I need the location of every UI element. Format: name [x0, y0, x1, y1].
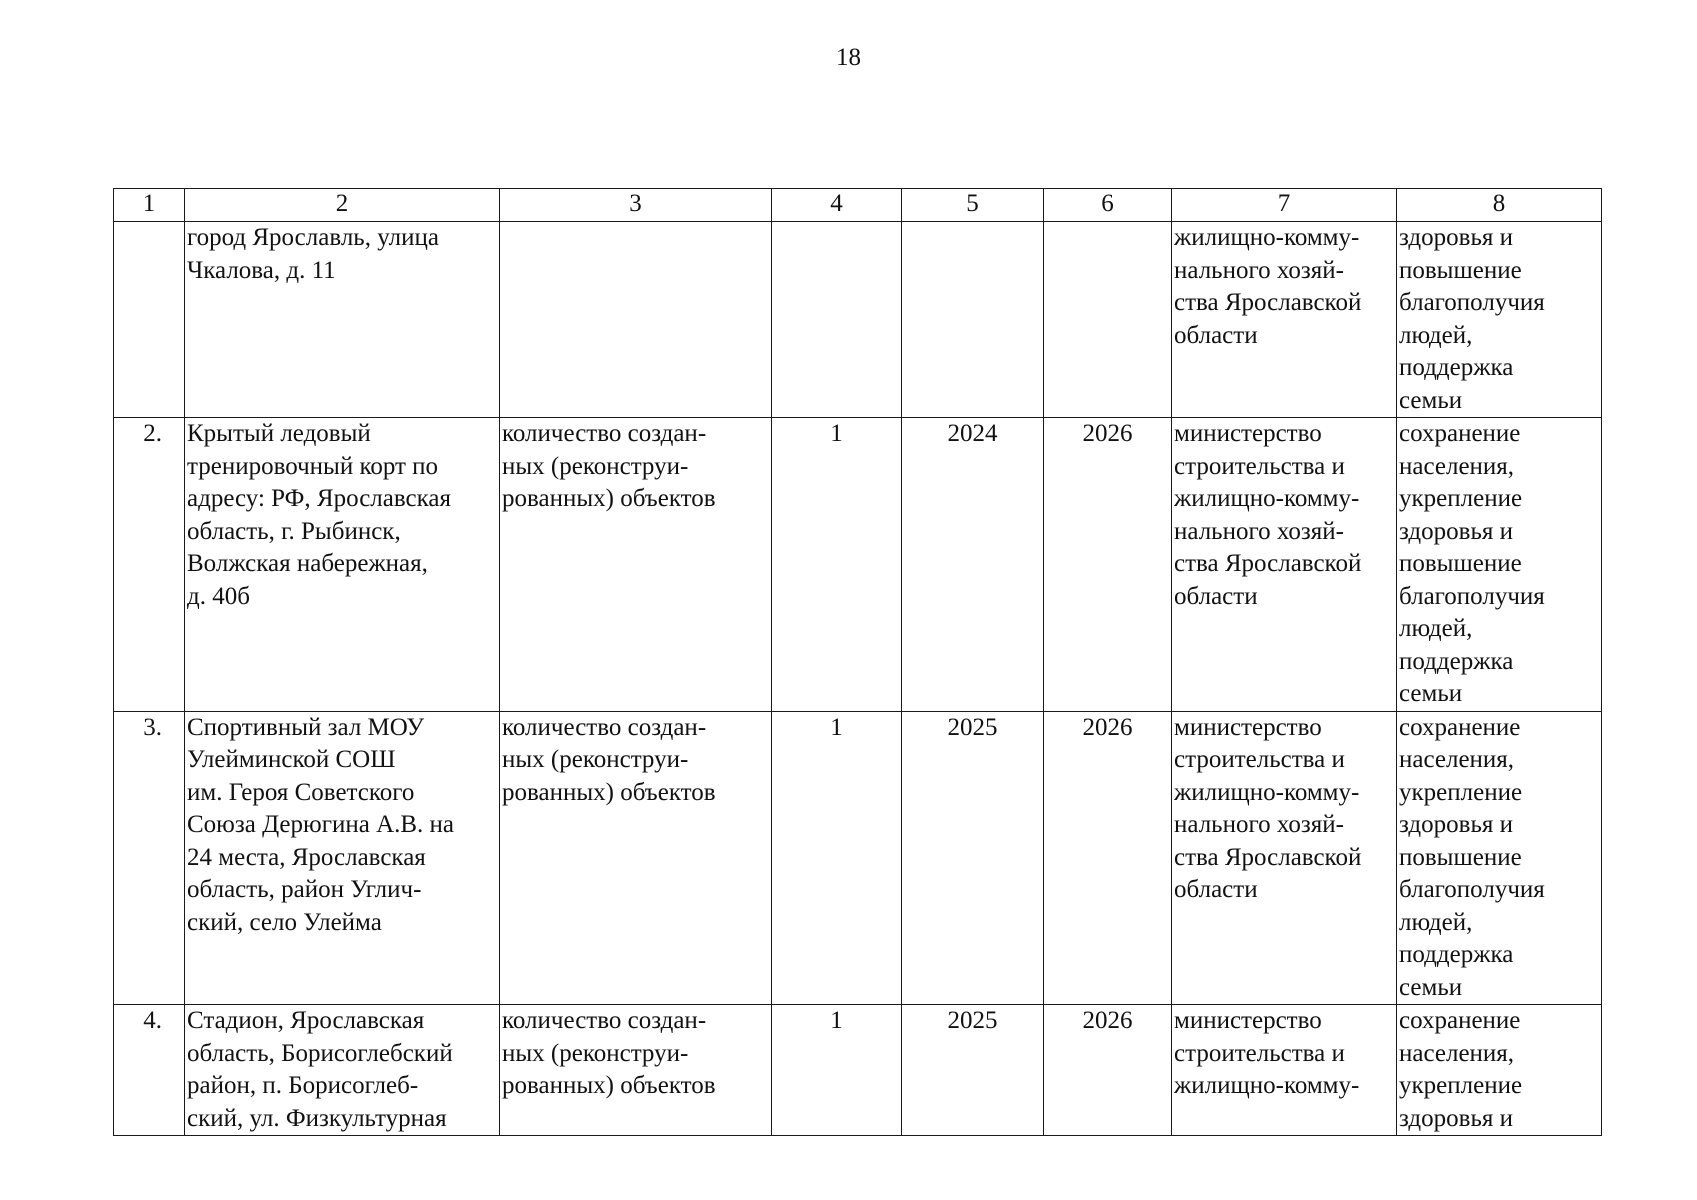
cell-line: ский, село Улейма — [187, 908, 382, 936]
row-number-cell: 4. — [114, 1005, 185, 1136]
cell-line: количество создан- — [502, 420, 707, 447]
cell-line: населения, — [1399, 746, 1515, 773]
cell-line: министерство — [1174, 1007, 1322, 1034]
cell-line: им. Героя Советского — [187, 778, 415, 806]
cell-line: министерство — [1174, 420, 1322, 447]
row-number-cell: 3. — [114, 711, 185, 1005]
cell-line: людей, — [1399, 908, 1473, 936]
indicator-cell — [500, 222, 772, 418]
cell-line: тренировочный корт по — [187, 452, 439, 480]
cell-line: Чкалова, д. 11 — [187, 256, 336, 284]
end-year-cell: 2026 — [1044, 418, 1172, 712]
cell-line: город Ярославль, улица — [187, 224, 439, 251]
cell-line: д. 40б — [187, 582, 250, 610]
cell-line: сохранение — [1399, 420, 1521, 447]
cell-line: благополучия — [1399, 289, 1545, 316]
cell-line: рованных) объектов — [502, 485, 716, 512]
row-number-cell: 2. — [114, 418, 185, 712]
column-header: 2 — [185, 189, 500, 222]
cell-line: Волжская набережная, — [187, 550, 428, 577]
row-number-cell — [114, 222, 185, 418]
cell-line: населения, — [1399, 452, 1515, 480]
start-year-cell: 2025 — [902, 711, 1044, 1005]
indicator-cell — [500, 711, 772, 1005]
cell-line: количество создан- — [502, 1007, 707, 1034]
cell-line: Спортивный зал МОУ — [187, 713, 425, 741]
cell-line: укрепление — [1399, 1072, 1523, 1099]
cell-line: укрепление — [1399, 778, 1523, 806]
executor-cell — [1172, 418, 1397, 712]
table-header-row — [114, 189, 1602, 222]
indicator-cell — [500, 418, 772, 712]
cell-line: ных (реконструи- — [502, 452, 689, 480]
cell-line: здоровья и — [1399, 811, 1513, 838]
cell-line: строительства и — [1174, 452, 1345, 480]
cell-line: ства Ярославской — [1174, 289, 1362, 316]
cell-line: поддержка — [1399, 647, 1514, 675]
page-number: 18 — [836, 44, 861, 71]
cell-line: рованных) объектов — [502, 1072, 716, 1099]
cell-line: повышение — [1399, 550, 1522, 577]
cell-line: здоровья и — [1399, 1104, 1513, 1132]
goal-cell — [1397, 222, 1602, 418]
indicator-cell — [500, 1005, 772, 1136]
start-year-cell: 2025 — [902, 1005, 1044, 1136]
table-row — [114, 1005, 1602, 1136]
cell-line: Крытый ледовый — [187, 420, 371, 447]
end-year-cell: 2026 — [1044, 1005, 1172, 1136]
cell-line: министерство — [1174, 713, 1322, 741]
cell-line: ных (реконструи- — [502, 1039, 689, 1067]
cell-line: Стадион, Ярославская — [187, 1007, 425, 1034]
end-year-cell — [1044, 222, 1172, 418]
cell-line: жилищно-комму- — [1174, 224, 1360, 251]
cell-line: нального хозяй- — [1174, 811, 1344, 838]
goal-cell — [1397, 1005, 1602, 1136]
table-row — [114, 222, 1602, 418]
cell-line: ский, ул. Физкультурная — [187, 1104, 447, 1132]
value-cell: 1 — [772, 711, 902, 1005]
data-table — [113, 188, 1602, 1136]
column-header: 4 — [772, 189, 902, 222]
cell-line: количество создан- — [502, 713, 707, 741]
value-cell: 1 — [772, 418, 902, 712]
cell-line: Союза Дерюгина А.В. на — [187, 811, 455, 838]
cell-line: строительства и — [1174, 1039, 1345, 1067]
cell-line: нального хозяй- — [1174, 256, 1344, 284]
cell-line: Улейминской СОШ — [187, 746, 396, 773]
cell-line: благополучия — [1399, 876, 1545, 903]
executor-cell — [1172, 1005, 1397, 1136]
value-cell: 1 — [772, 1005, 902, 1136]
cell-line: область, г. Рыбинск, — [187, 517, 401, 545]
table-row — [114, 418, 1602, 712]
cell-line: повышение — [1399, 256, 1522, 284]
column-header: 1 — [114, 189, 185, 222]
cell-line: район, п. Борисоглеб- — [187, 1072, 419, 1099]
cell-line: строительства и — [1174, 746, 1345, 773]
cell-line: ства Ярославской — [1174, 550, 1362, 577]
cell-line: населения, — [1399, 1039, 1515, 1067]
cell-line: людей, — [1399, 321, 1473, 349]
column-header: 7 — [1172, 189, 1397, 222]
cell-line: жилищно-комму- — [1174, 778, 1360, 806]
cell-line: людей, — [1399, 615, 1473, 642]
column-header: 6 — [1044, 189, 1172, 222]
value-cell — [772, 222, 902, 418]
cell-line: области — [1174, 321, 1258, 349]
cell-line: области — [1174, 876, 1258, 903]
column-header: 3 — [500, 189, 772, 222]
cell-line: жилищно-комму- — [1174, 1072, 1360, 1099]
end-year-cell: 2026 — [1044, 711, 1172, 1005]
object-cell — [185, 711, 500, 1005]
cell-line: поддержка — [1399, 941, 1514, 968]
cell-line: сохранение — [1399, 1007, 1521, 1034]
cell-line: здоровья и — [1399, 517, 1513, 545]
executor-cell — [1172, 222, 1397, 418]
cell-line: здоровья и — [1399, 224, 1513, 251]
cell-line: семьи — [1399, 386, 1463, 414]
column-header: 8 — [1397, 189, 1602, 222]
cell-line: укрепление — [1399, 485, 1523, 512]
cell-line: область, Борисоглебский — [187, 1039, 453, 1067]
object-cell — [185, 1005, 500, 1136]
cell-line: нального хозяй- — [1174, 517, 1344, 545]
table-row — [114, 711, 1602, 1005]
cell-line: рованных) объектов — [502, 778, 716, 806]
column-header: 5 — [902, 189, 1044, 222]
cell-line: области — [1174, 582, 1258, 610]
cell-line: ных (реконструи- — [502, 746, 689, 773]
cell-line: семьи — [1399, 680, 1463, 707]
cell-line: поддержка — [1399, 354, 1514, 381]
goal-cell — [1397, 711, 1602, 1005]
cell-line: область, район Углич- — [187, 876, 422, 903]
cell-line: жилищно-комму- — [1174, 485, 1360, 512]
start-year-cell: 2024 — [902, 418, 1044, 712]
object-cell — [185, 222, 500, 418]
cell-line: повышение — [1399, 843, 1522, 871]
cell-line: сохранение — [1399, 713, 1521, 741]
cell-line: адресу: РФ, Ярославская — [187, 485, 451, 512]
cell-line: семьи — [1399, 973, 1463, 1001]
cell-line: 24 места, Ярославская — [187, 843, 426, 871]
goal-cell — [1397, 418, 1602, 712]
cell-line: благополучия — [1399, 582, 1545, 610]
cell-line: ства Ярославской — [1174, 843, 1362, 871]
executor-cell — [1172, 711, 1397, 1005]
start-year-cell — [902, 222, 1044, 418]
object-cell — [185, 418, 500, 712]
